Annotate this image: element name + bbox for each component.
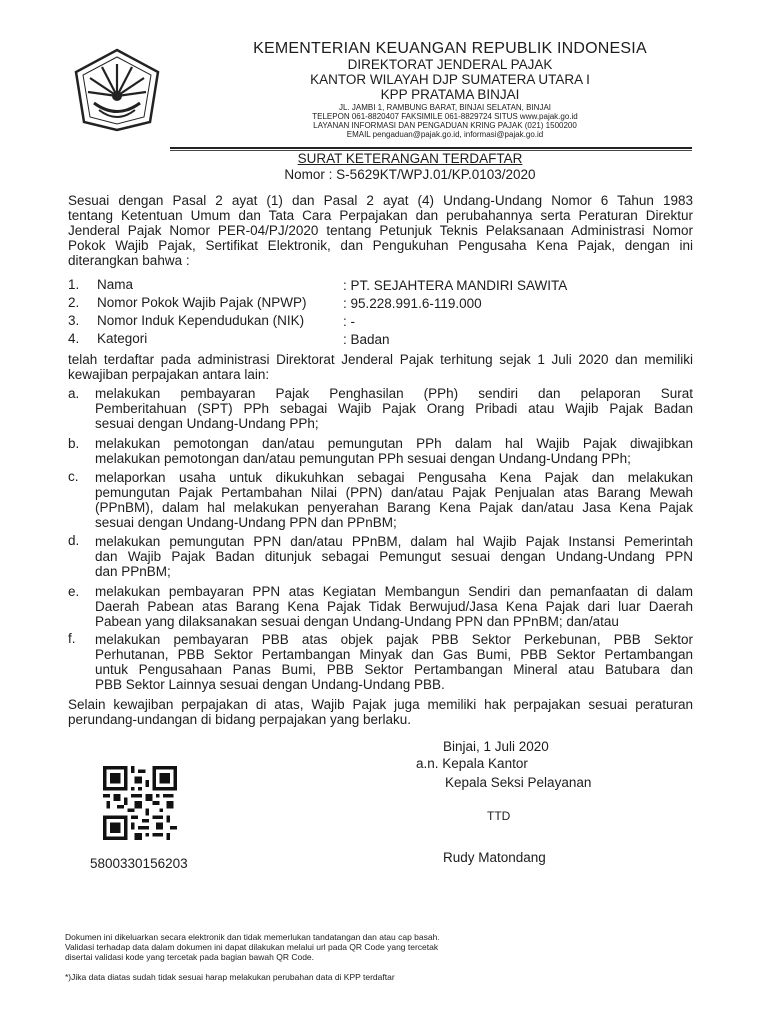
obligation-item xyxy=(95,534,693,579)
obligation-line: Daerah Pabean atas Barang Kena Pajak Tidak Berwujud/Jasa Kena Pajak dari luar Daerah xyxy=(95,599,693,614)
obligation-item xyxy=(95,632,693,692)
obligation-line: melakukan pembayaran PPN atas Kegiatan Membangun Sendiri dan pemanfaatan di dalam xyxy=(95,584,693,599)
field-number: 3. xyxy=(68,313,80,328)
office-phone: TELEPON 061-8820407 FAKSIMILE 061-8829724 SITUS www.pajak.go.id xyxy=(312,112,578,121)
obligation-line: melakukan pemotongan dan/atau pemungutan PPh dalam hal Wajib Pajak diwajibkan xyxy=(95,436,693,451)
obligation-line: melakukan pemungutan PPN dan/atau PPnBM, dalam hal Wajib Pajak Instansi Pemerintah xyxy=(95,534,693,549)
obligation-line: PBB Sektor Lainnya sesuai dengan Undang-Undang PBB. xyxy=(95,677,445,692)
office-address: JL. JAMBI 1, RAMBUNG BARAT, BINJAI SELATAN, BINJAI xyxy=(338,103,552,112)
obligation-line: dan Wajib Pajak Badan ditunjuk sebagai Pemungut sesuai dengan Undang-Undang PPN xyxy=(95,549,693,564)
document-title: SURAT KETERANGAN TERDAFTAR xyxy=(297,151,523,166)
intro-line: tentang Ketentuan Umum dan Tata Cara Perpajakan dan perubahannya serta Peraturan Direktur xyxy=(68,208,693,223)
footer-line: Dokumen ini dikeluarkan secara elektronik dan tidak memerlukan tandatangan dan atau cap basah. xyxy=(65,932,440,942)
kpp-name: KPP PRATAMA BINJAI xyxy=(380,87,520,102)
field-label-npwp: Nomor Pokok Wajib Pajak (NPWP) xyxy=(97,295,307,310)
obligation-item xyxy=(95,584,693,629)
obligation-line: dan PPnBM; xyxy=(95,564,171,579)
obligation-letter: c. xyxy=(68,469,79,484)
field-number: 2. xyxy=(68,295,80,310)
footer-line: Validasi terhadap data dalam dokumen ini dapat dilakukan melalui url pada QR Code yang tercetak xyxy=(65,942,439,952)
place-date: Binjai, 1 Juli 2020 xyxy=(443,739,549,754)
obligation-letter: b. xyxy=(68,436,80,451)
obligation-item xyxy=(95,436,693,466)
field-value-npwp: : 95.228.991.6-119.000 xyxy=(343,296,482,311)
obligation-item xyxy=(95,386,693,431)
registered-line: kewajiban perpajakan antara lain: xyxy=(68,367,270,382)
obligation-line: Pemberitahuan (SPT) PPh sebagai Wajib Pajak Orang Pribadi atau Wajib Pajak Badan xyxy=(95,401,693,416)
closing-paragraph xyxy=(68,697,693,727)
obligation-line: melaporkan usaha untuk dikukuhkan sebagai Pengusaha Kena Pajak dan melakukan xyxy=(95,470,693,485)
regional-office-name: KANTOR WILAYAH DJP SUMATERA UTARA I xyxy=(310,72,590,87)
signer-position: Kepala Seksi Pelayanan xyxy=(445,775,592,790)
field-value-category: : Badan xyxy=(343,332,390,347)
footer-note xyxy=(65,932,545,962)
header-rule xyxy=(170,147,692,149)
obligation-letter: f. xyxy=(68,631,76,646)
intro-paragraph xyxy=(68,193,693,268)
document-number: Nomor : S-5629KT/WPJ.01/KP.0103/2020 xyxy=(284,167,536,182)
closing-line: Selain kewajiban perpajakan di atas, Wajib Pajak juga memiliki hak perpajakan sesuai peraturan xyxy=(68,697,693,712)
obligation-letter: d. xyxy=(68,533,80,548)
obligation-letter: e. xyxy=(68,584,80,599)
intro-line: Pokok Wajib Pajak, Sertifikat Elektronik, dan Pengukuhan Pengusaha Kena Pajak, dengan ini xyxy=(68,238,693,253)
field-label-name: Nama xyxy=(97,277,134,292)
service-info: LAYANAN INFORMASI DAN PENGADUAN KRING PAJAK (021) 1500200 xyxy=(313,121,577,130)
field-label-nik: Nomor Induk Kependudukan (NIK) xyxy=(97,313,305,328)
field-value-nik: : - xyxy=(343,314,355,329)
directorate-name: DIREKTORAT JENDERAL PAJAK xyxy=(347,57,553,72)
signature-ttd: TTD xyxy=(487,809,511,823)
footer-line: disertai validasi kode yang tercetak pada bagian bawah QR Code. xyxy=(65,952,315,962)
qr-validation-code: 5800330156203 xyxy=(90,856,188,871)
obligation-item xyxy=(95,470,693,530)
obligation-line: melakukan pembayaran Pajak Penghasilan (PPh) sendiri dan pelaporan Surat xyxy=(95,386,693,401)
registered-line: telah terdaftar pada administrasi Direktorat Jenderal Pajak terhitung sejak 1 Juli 2020 dan memiliki xyxy=(68,352,693,367)
field-number: 1. xyxy=(68,277,80,292)
intro-line: Sesuai dengan Pasal 2 ayat (1) dan Pasal 2 ayat (4) Undang-Undang Nomor 6 Tahun 1983 xyxy=(68,193,693,208)
obligation-line: Pabean yang dilaksanakan sesuai dengan Undang-Undang PPN dan PPnBM; dan/atau xyxy=(95,614,619,629)
intro-line: diterangkan bahwa : xyxy=(68,253,190,268)
footer-disclaimer: *)Jika data diatas sudah tidak sesuai harap melakukan perubahan data di KPP terdaftar xyxy=(65,972,395,982)
qr-code-icon xyxy=(103,766,177,840)
obligation-line: sesuai dengan Undang-Undang PPh; xyxy=(95,416,319,431)
intro-line: Jenderal Pajak Nomor PER-04/PJ/2020 tentang Petunjuk Teknis Pelaksanaan Administrasi Nomor xyxy=(68,223,693,238)
signer-name: Rudy Matondang xyxy=(443,850,546,865)
obligation-line: pemungutan Pajak Pertambahan Nilai (PPN) dan/atau Pajak Penjualan atas Barang Mewah xyxy=(95,485,693,500)
ministry-emblem-icon xyxy=(72,48,162,132)
field-label-category: Kategori xyxy=(97,331,148,346)
obligation-line: untuk Pengusahaan Panas Bumi, PBB Sektor Pertambangan Mineral atau Batubara dan xyxy=(95,662,693,677)
obligation-line: Perhutanan, PBB Sektor Pertambangan Minyak dan Gas Bumi, PBB Sektor Pertambangan xyxy=(95,647,693,662)
office-email: EMAIL pengaduan@pajak.go.id, informasi@pajak.go.id xyxy=(346,130,544,139)
field-number: 4. xyxy=(68,331,80,346)
field-value-name: : PT. SEJAHTERA MANDIRI SAWITA xyxy=(343,278,568,293)
obligation-line: sesuai dengan Undang-Undang PPN dan PPnBM; xyxy=(95,515,397,530)
on-behalf: a.n. Kepala Kantor xyxy=(416,756,528,771)
closing-line: perundang-undangan di bidang perpajakan yang berlaku. xyxy=(68,712,412,727)
obligation-line: melakukan pembayaran PBB atas objek pajak PBB Sektor Perkebunan, PBB Sektor xyxy=(95,632,693,647)
obligation-line: (PPnBM), dalam hal melakukan penyerahan Barang Kena Pajak dan/atau Jasa Kena Pajak xyxy=(95,500,693,515)
registered-paragraph xyxy=(68,352,693,382)
ministry-name: KEMENTERIAN KEUANGAN REPUBLIK INDONESIA xyxy=(253,40,647,57)
obligation-letter: a. xyxy=(68,386,80,401)
obligation-line: melakukan pemotongan dan/atau pemungutan PPh sesuai dengan Undang-Undang PPh; xyxy=(95,451,631,466)
